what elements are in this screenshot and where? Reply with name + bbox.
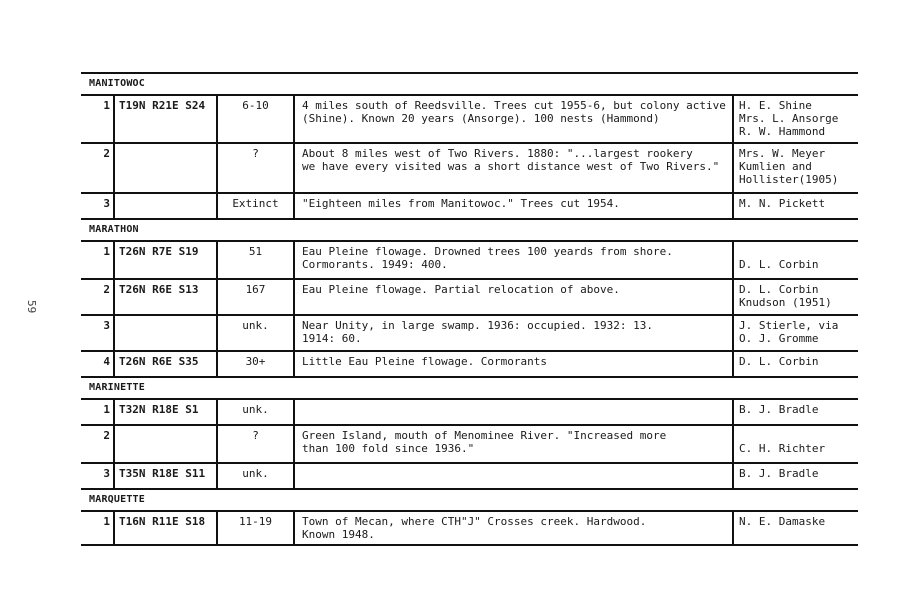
table-row (81, 512, 858, 546)
row-number: 1 (81, 512, 115, 544)
location-cell: T19N R21E S24 (115, 96, 218, 142)
rookery-table (81, 72, 858, 546)
description-cell: "Eighteen miles from Manitowoc." Trees cut 1954. (295, 194, 734, 218)
nests-cell: ? (218, 144, 295, 192)
row-number: 3 (81, 194, 115, 218)
source-cell: D. L. Corbin (739, 355, 819, 368)
source-cell: H. E. Shine Mrs. L. Ansorge R. W. Hammond (739, 99, 839, 138)
location-cell: T26N R6E S35 (115, 352, 218, 376)
county-header: MARATHON (81, 220, 858, 242)
location-cell: T32N R18E S1 (115, 400, 218, 424)
location-cell (115, 194, 218, 218)
description-cell: Little Eau Pleine flowage. Cormorants (295, 352, 734, 376)
location-cell: T16N R11E S18 (115, 512, 218, 544)
description-cell: Eau Pleine flowage. Partial relocation of above. (295, 280, 734, 314)
county-header: MARINETTE (81, 378, 858, 400)
location-cell (115, 144, 218, 192)
description-cell: Eau Pleine flowage. Drowned trees 100 yeards from shore. Cormorants. 1949: 400. (295, 242, 734, 278)
source-cell: N. E. Damaske (739, 515, 826, 528)
row-number: 2 (81, 426, 115, 462)
row-number: 2 (81, 144, 115, 192)
nests-cell: 51 (218, 242, 295, 278)
table-row (81, 316, 858, 352)
row-number: 2 (81, 280, 115, 314)
nests-cell: unk. (218, 316, 295, 350)
county-header: MARQUETTE (81, 490, 858, 512)
description-cell: Near Unity, in large swamp. 1936: occupied. 1932: 13. 1914: 60. (295, 316, 734, 350)
row-number: 1 (81, 96, 115, 142)
location-cell: T26N R6E S13 (115, 280, 218, 314)
location-cell: T35N R18E S11 (115, 464, 218, 488)
nests-cell: unk. (218, 464, 295, 488)
row-number: 4 (81, 352, 115, 376)
table-row (81, 280, 858, 316)
source-cell: D. L. Corbin (739, 258, 819, 271)
nests-cell: Extinct (218, 194, 295, 218)
description-cell: 4 miles south of Reedsville. Trees cut 1955-6, but colony active (Shine). Known 20 years (Ansorge). 100 nests (Hammond) (295, 96, 734, 142)
source-cell: J. Stierle, via O. J. Gromme (739, 319, 839, 345)
page-number: 59 (25, 300, 38, 314)
description-cell (295, 464, 734, 488)
table-row (81, 242, 858, 280)
location-cell (115, 316, 218, 350)
table-row (81, 352, 858, 378)
source-cell: M. N. Pickett (739, 197, 826, 210)
row-number: 1 (81, 400, 115, 424)
nests-cell: 11-19 (218, 512, 295, 544)
description-cell: Town of Mecan, where CTH"J" Crosses creek. Hardwood. Known 1948. (295, 512, 734, 544)
row-number: 3 (81, 464, 115, 488)
source-cell: C. H. Richter (739, 442, 826, 455)
nests-cell: 167 (218, 280, 295, 314)
table-row (81, 400, 858, 426)
table-row (81, 464, 858, 490)
source-cell: Mrs. W. Meyer Kumlien and Hollister(1905) (739, 147, 839, 186)
county-header: MANITOWOC (81, 74, 858, 96)
table-row (81, 96, 858, 144)
location-cell: T26N R7E S19 (115, 242, 218, 278)
nests-cell: 6-10 (218, 96, 295, 142)
description-cell: Green Island, mouth of Menominee River. "Increased more than 100 fold since 1936." (295, 426, 734, 462)
nests-cell: ? (218, 426, 295, 462)
source-cell: B. J. Bradle (739, 403, 819, 416)
row-number: 1 (81, 242, 115, 278)
nests-cell: 30+ (218, 352, 295, 376)
source-cell: B. J. Bradle (739, 467, 819, 480)
row-number: 3 (81, 316, 115, 350)
source-cell: D. L. Corbin Knudson (1951) (739, 283, 832, 309)
description-cell (295, 400, 734, 424)
table-row (81, 144, 858, 194)
description-cell: About 8 miles west of Two Rivers. 1880: "...largest rookery we have every visited was a short distance west of Two Rivers." (295, 144, 734, 192)
table-row (81, 194, 858, 220)
table-row (81, 426, 858, 464)
nests-cell: unk. (218, 400, 295, 424)
location-cell (115, 426, 218, 462)
